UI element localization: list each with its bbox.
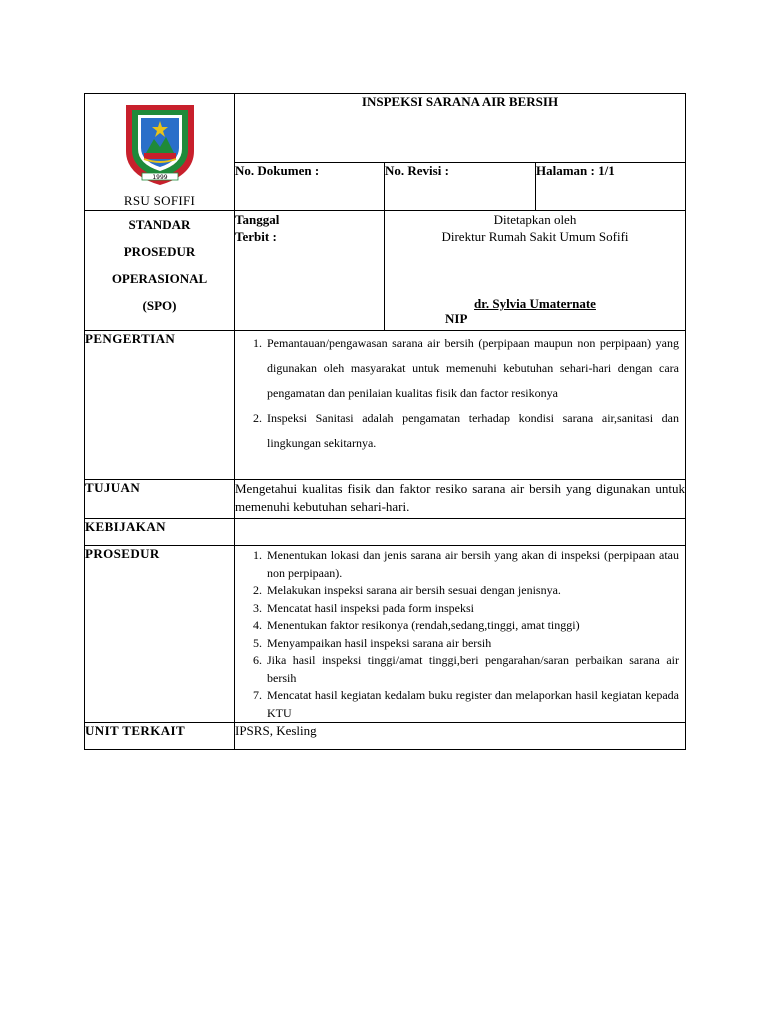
signatory-name: dr. Sylvia Umaternate xyxy=(474,296,596,311)
document-title: INSPEKSI SARANA AIR BERSIH xyxy=(235,94,686,163)
spo-title xyxy=(85,211,235,331)
list-item: 5. Menyampaikan hasil inspeksi sarana air bersih xyxy=(265,635,679,653)
logo-cell xyxy=(85,94,235,211)
list-item: 7. Mencatat hasil kegiatan kedalam buku register dan melaporkan hasil kegiatan kepada KTU xyxy=(265,687,679,722)
list-item: 6. Jika hasil inspeksi tinggi/amat tinggi,beri pengarahan/saran perbaikan sarana air bersih xyxy=(265,652,679,687)
list-item: 1. Menentukan lokasi dan jenis sarana air bersih yang akan di inspeksi (perpipaan atau non perpipaan). xyxy=(265,547,679,582)
tanggal-label: Tanggal xyxy=(235,212,280,227)
list-item: 4. Menentukan faktor resikonya (rendah,sedang,tinggi, amat tinggi) xyxy=(265,617,679,635)
spo-document-table xyxy=(84,93,686,750)
list-item: 2. Inspeksi Sanitasi adalah pengamatan terhadap kondisi sarana air,sanitasi dan lingkungan sekitarnya. xyxy=(265,406,679,456)
unit-terkait-text: IPSRS, Kesling xyxy=(235,723,686,750)
direktur-title: Direktur Rumah Sakit Umum Sofifi xyxy=(441,229,629,244)
list-item: 3. Mencatat hasil inspeksi pada form inspeksi xyxy=(265,600,679,618)
no-dokumen-label: No. Dokumen : xyxy=(235,163,385,211)
kebijakan-label: KEBIJAKAN xyxy=(85,519,235,546)
prosedur-content xyxy=(235,546,686,723)
prosedur-list xyxy=(235,546,685,722)
prosedur-label: PROSEDUR xyxy=(85,546,235,723)
halaman-label: Halaman : 1/1 xyxy=(536,163,686,211)
pengertian-content xyxy=(235,331,686,480)
list-item: 2. Melakukan inspeksi sarana air bersih sesuai dengan jenisnya. xyxy=(265,582,679,600)
terbit-label: Terbit : xyxy=(235,229,277,244)
unit-terkait-label: UNIT TERKAIT xyxy=(85,723,235,750)
tujuan-label: TUJUAN xyxy=(85,480,235,519)
tujuan-text: Mengetahui kualitas fisik dan faktor resiko sarana air bersih yang digunakan untuk memenuhi kebutuhan sehari-hari. xyxy=(235,480,686,519)
nip-label: NIP xyxy=(445,311,468,326)
hospital-logo xyxy=(120,99,200,187)
approval-block xyxy=(385,211,686,331)
crest-icon xyxy=(120,99,200,187)
hospital-name: RSU SOFIFI xyxy=(123,193,196,208)
tanggal-terbit xyxy=(235,211,385,331)
spo-line-operasional: OPERASIONAL xyxy=(111,271,208,286)
kebijakan-text xyxy=(235,519,686,546)
svg-text:1999: 1999 xyxy=(151,174,168,181)
spo-line-standar: STANDAR xyxy=(128,217,191,232)
pengertian-label: PENGERTIAN xyxy=(85,331,235,480)
pengertian-list xyxy=(235,331,685,456)
no-revisi-label: No. Revisi : xyxy=(385,163,536,211)
ditetapkan-oleh: Ditetapkan oleh xyxy=(493,212,577,227)
spo-line-abbrev: (SPO) xyxy=(142,298,177,313)
spo-line-prosedur: PROSEDUR xyxy=(123,244,196,259)
list-item: 1. Pemantauan/pengawasan sarana air bersih (perpipaan maupun non perpipaan) yang digunakan oleh masyarakat untuk memenuhi kebutuhan sehari-hari dengan cara pengamatan dan penilaian kualitas fisik dan factor resikonya xyxy=(265,331,679,406)
